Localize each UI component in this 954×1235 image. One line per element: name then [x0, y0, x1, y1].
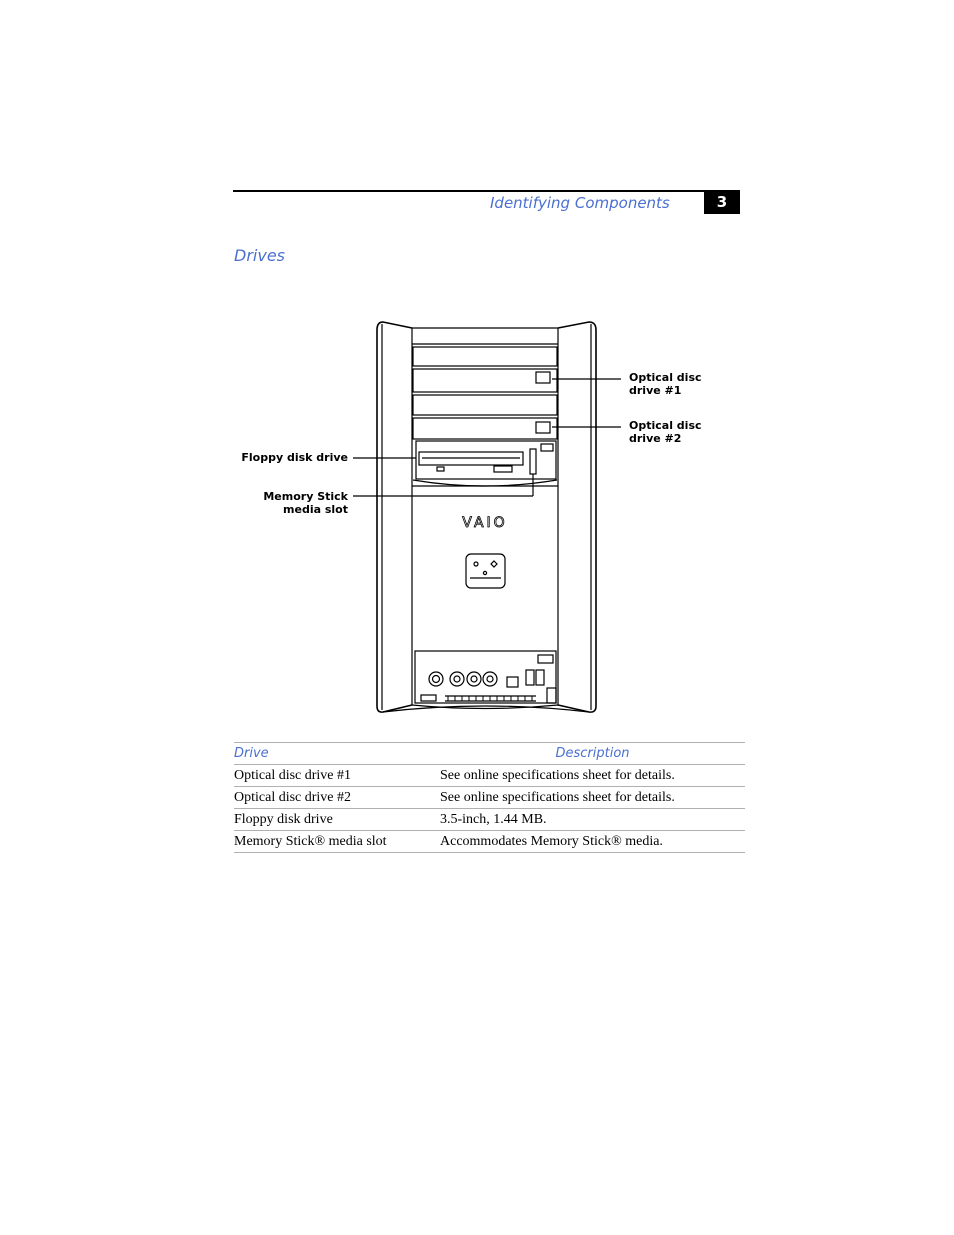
- cell-description: Accommodates Memory Stick® media.: [440, 831, 745, 853]
- table-row: [234, 765, 745, 787]
- cell-drive: Floppy disk drive: [234, 809, 440, 831]
- cell-description: 3.5-inch, 1.44 MB.: [440, 809, 745, 831]
- section-title: Drives: [234, 246, 285, 265]
- callout-optical-disc-drive-2: Optical disc drive #2: [629, 419, 702, 445]
- cell-description: See online specifications sheet for details.: [440, 787, 745, 809]
- vaio-logo: [462, 515, 507, 531]
- cell-drive: Optical disc drive #2: [234, 787, 440, 809]
- running-header-title: Identifying Components: [490, 194, 670, 212]
- table-row: [234, 809, 745, 831]
- table-row: [234, 787, 745, 809]
- callout-floppy-disk-drive: Floppy disk drive: [241, 451, 348, 464]
- drives-table: [234, 742, 745, 853]
- callout-memory-stick-slot: Memory Stick media slot: [263, 490, 348, 516]
- page-number-badge: 3: [704, 191, 740, 214]
- table-row: [234, 831, 745, 853]
- column-header-description: Description: [440, 743, 745, 765]
- table-header-row: [234, 743, 745, 765]
- cell-description: See online specifications sheet for details.: [440, 765, 745, 787]
- cell-drive: Optical disc drive #1: [234, 765, 440, 787]
- callout-optical-disc-drive-1: Optical disc drive #1: [629, 371, 702, 397]
- svg-text:VAIO: VAIO: [462, 515, 508, 531]
- cell-drive: Memory Stick® media slot: [234, 831, 440, 853]
- column-header-drive: Drive: [234, 743, 440, 765]
